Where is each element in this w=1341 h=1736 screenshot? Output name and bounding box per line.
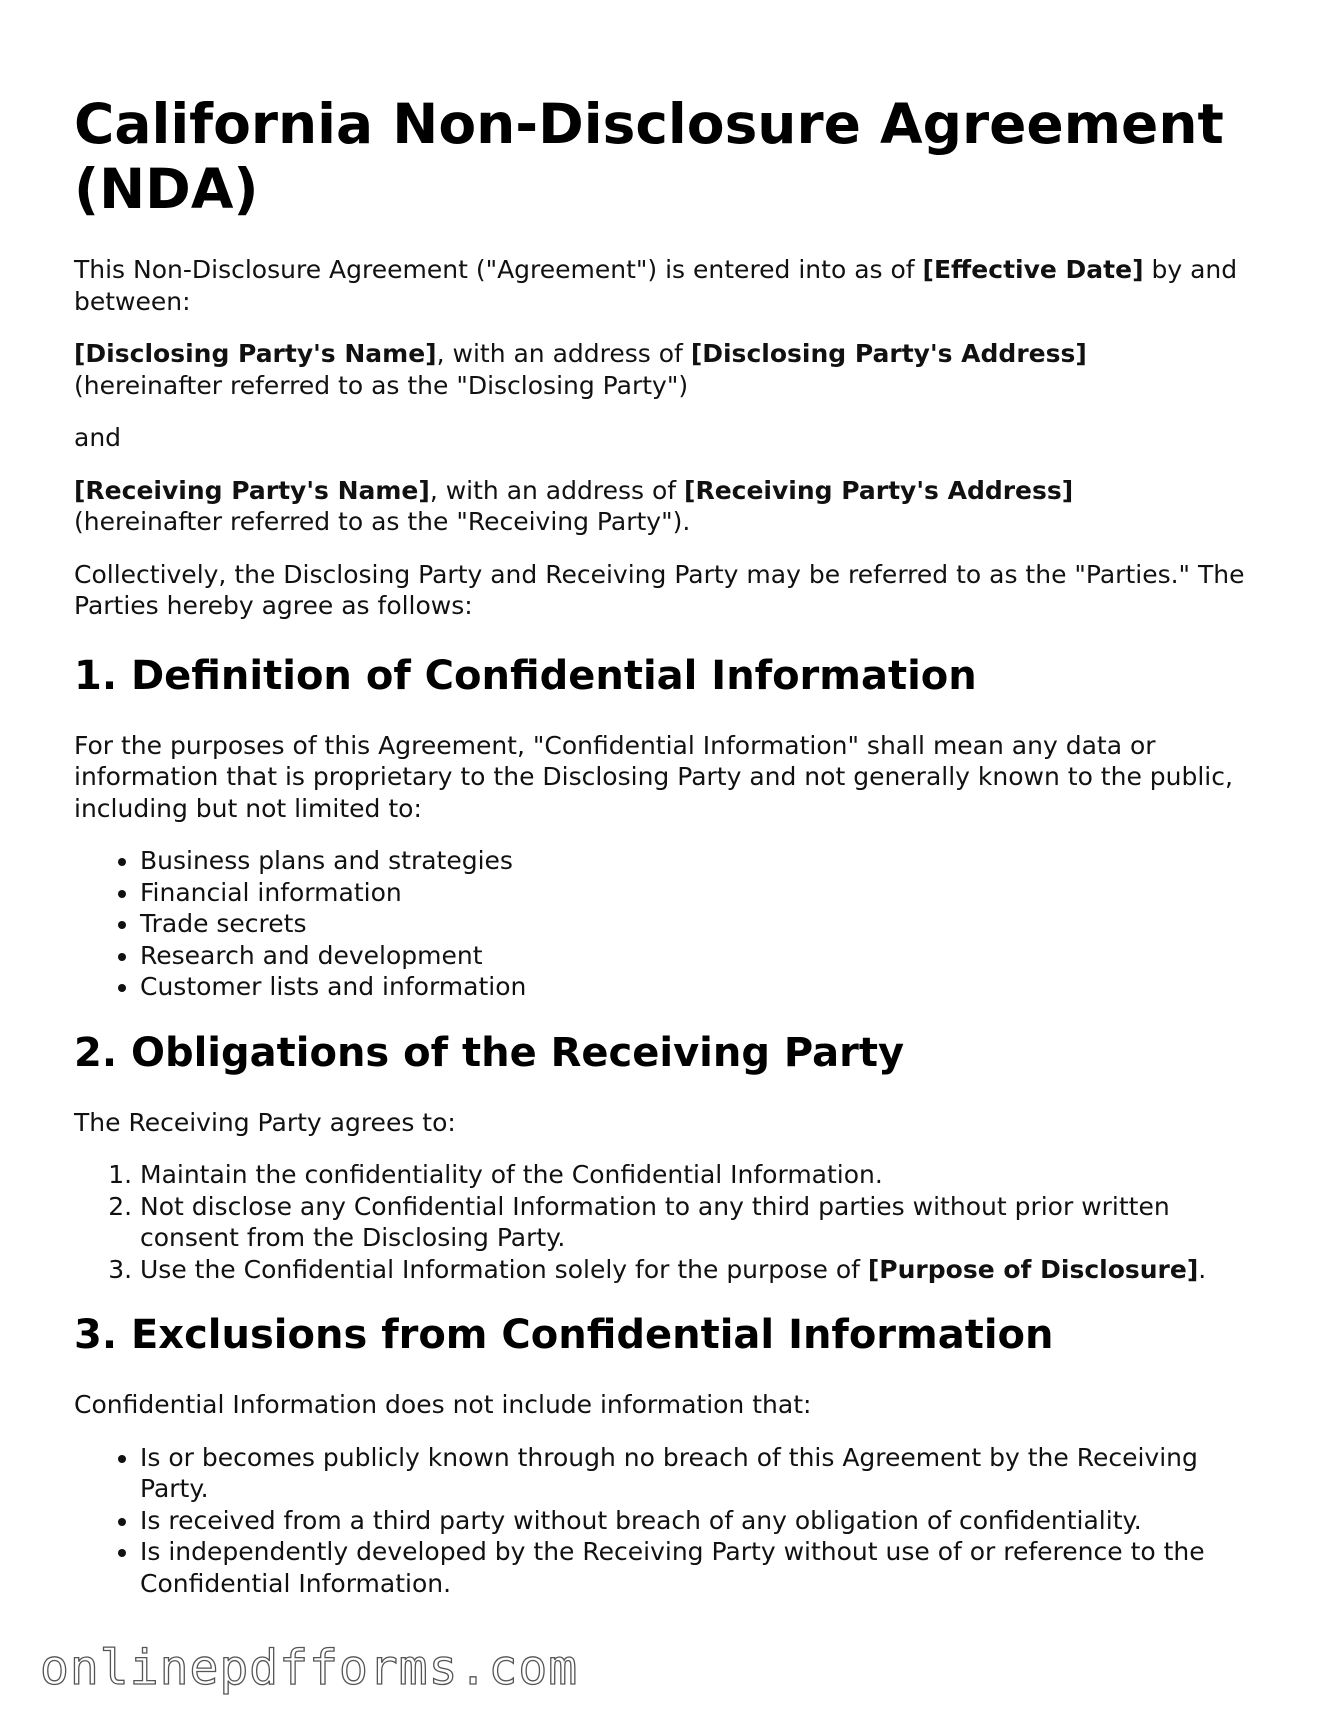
disclosing-party-address: [Disclosing Party's Address] xyxy=(690,339,1087,368)
section-3-list xyxy=(74,1442,1274,1600)
receiving-party-suffix: (hereinafter referred to as the "Receiving Party"). xyxy=(74,507,691,536)
list-item xyxy=(140,1254,1274,1286)
watermark: onlinepdfforms.com xyxy=(40,1640,579,1696)
disclosing-party-name: [Disclosing Party's Name] xyxy=(74,339,437,368)
receiving-party-address: [Receiving Party's Address] xyxy=(684,475,1074,505)
list-item: • Is independently developed by the Receiving Party without use of or reference to the Confidential Information. xyxy=(140,1536,1274,1599)
disclosing-party-paragraph xyxy=(74,338,1274,401)
section-2-list xyxy=(74,1159,1274,1285)
list-item: • Is or becomes publicly known through no breach of this Agreement by the Receiving Party. xyxy=(140,1442,1274,1505)
receiving-party-mid: , with an address of xyxy=(429,475,685,505)
section-1-list xyxy=(74,845,1274,1003)
document-title: California Non-Disclosure Agreement (NDA) xyxy=(74,92,1224,221)
section-3-heading: 3. Exclusions from Confidential Information xyxy=(74,1312,1054,1358)
section-1-intro: For the purposes of this Agreement, "Confidential Information" shall mean any data or information that is proprietary to the Disclosing Party and not generally known to the public, including but not limited to: xyxy=(74,730,1233,823)
intro-paragraph xyxy=(74,254,1274,317)
effective-date-placeholder: [Effective Date] xyxy=(922,255,1144,284)
section-2-heading: 2. Obligations of the Receiving Party xyxy=(74,1029,905,1076)
list-item: • Customer lists and information xyxy=(140,971,1274,1003)
receiving-party-name: [Receiving Party's Name] xyxy=(74,475,430,505)
document-page xyxy=(74,0,1274,1599)
receiving-party-paragraph xyxy=(74,475,1274,538)
and-text: and xyxy=(74,423,122,452)
list-item: • Research and development xyxy=(140,940,1274,972)
collectively-paragraph: Collectively, the Disclosing Party and Receiving Party may be referred to as the "Parties." The Parties hereby agree as follows: xyxy=(74,559,1245,620)
disclosing-party-suffix: (hereinafter referred to as the "Disclosing Party") xyxy=(74,370,689,400)
list-item: • Is received from a third party without breach of any obligation of confidentiality. xyxy=(140,1505,1274,1537)
intro-text-after: by and between: xyxy=(74,255,1238,316)
section-1-heading: 1. Definition of Confidential Information xyxy=(74,652,977,699)
section-3-intro: Confidential Information does not include information that: xyxy=(74,1390,812,1419)
list-item: 2. Not disclose any Confidential Information to any third parties without prior written consent from the Disclosing Party. xyxy=(140,1191,1274,1254)
list-item: • Business plans and strategies xyxy=(140,845,1274,877)
purpose-placeholder: [Purpose of Disclosure] xyxy=(867,1254,1199,1284)
list-item: • Trade secrets xyxy=(140,908,1274,940)
list-item-end: . xyxy=(1198,1254,1207,1284)
list-item-text: Use the Confidential Information solely for the purpose of xyxy=(140,1254,868,1284)
list-item: • Financial information xyxy=(140,877,1274,909)
section-2-intro: The Receiving Party agrees to: xyxy=(74,1107,456,1137)
list-item: 1. Maintain the confidentiality of the Confidential Information. xyxy=(140,1159,1274,1191)
intro-text-before: This Non-Disclosure Agreement ("Agreement") is entered into as of xyxy=(74,255,923,284)
disclosing-party-mid: , with an address of xyxy=(436,339,691,368)
